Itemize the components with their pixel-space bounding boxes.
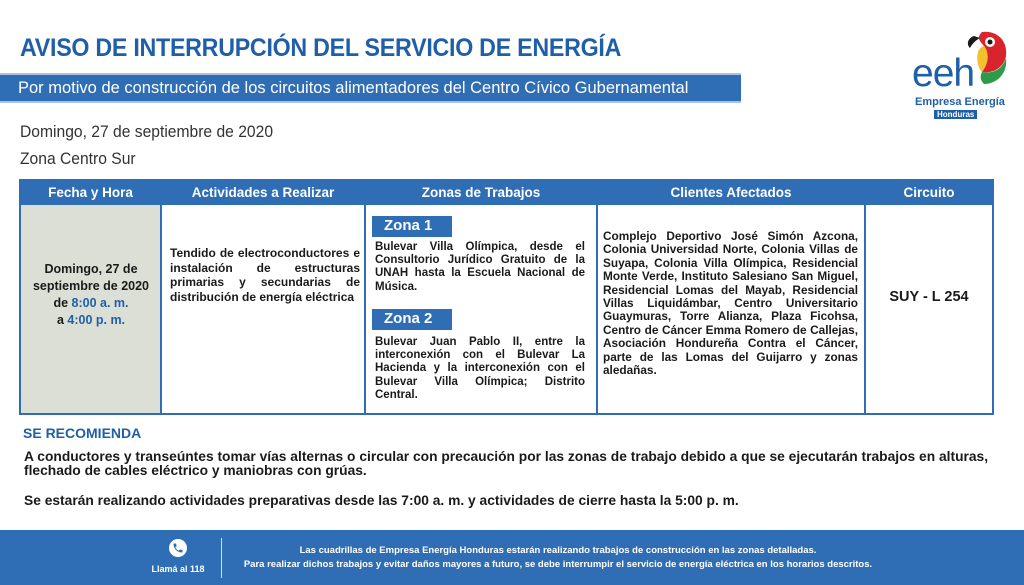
- schedule-table: [19, 179, 994, 415]
- notice-subtitle: Por motivo de construcción de los circuitos alimentadores del Centro Cívico Gubernamental: [18, 79, 689, 97]
- header-actividades: Actividades a Realizar: [191, 185, 335, 200]
- header-circuito: Circuito: [903, 185, 955, 200]
- actividades-text: Tendido de electroconductores e instalación de estructuras primarias y secundarias de distribución de energía eléctrica: [170, 246, 360, 304]
- footer: [0, 530, 1024, 585]
- notice-zone: Zona Centro Sur: [20, 149, 136, 168]
- logo-wordmark: eeh: [912, 52, 975, 95]
- fecha-hora-text: [27, 261, 155, 329]
- column-divider: [364, 205, 366, 413]
- phone-icon: [169, 539, 187, 557]
- table-header: [21, 181, 992, 205]
- fecha-end-line: [27, 312, 155, 329]
- footer-line-1: Las cuadrillas de Empresa Energía Honduras estarán realizando trabajos de construcción en las zonas detalladas.: [299, 545, 817, 556]
- fecha-de: de: [53, 296, 69, 310]
- fecha-start-line: [27, 295, 155, 312]
- notice-date: Domingo, 27 de septiembre de 2020: [20, 122, 274, 141]
- header-zonas: Zonas de Trabajos: [421, 185, 541, 200]
- recommendation-title: SE RECOMIENDA: [23, 425, 142, 441]
- end-time: 4:00 p. m.: [67, 313, 126, 327]
- clientes-text: Complejo Deportivo José Simón Azcona, Colonia Universidad Norte, Colonia Villas de Suyapa, Colonia Villa Olímpica, Residencial Monte Verde, Instituto Salesiano San Miguel, Residencial Lomas del Mayab, Residencial Villas Liquidámbar, Centro Universitario Guaymuras, Torre Alianza, Plaza Ficohsa, Centro de Cáncer Emma Romero de Callejas, Asociación Hondureña Contra el Cáncer, parte de las Lomas del Guijarro y zonas aledañas.: [603, 229, 858, 378]
- column-divider: [160, 205, 162, 413]
- header-clientes: Clientes Afectados: [670, 185, 792, 200]
- fecha-cell: [21, 205, 160, 413]
- footer-line-2: Para realizar dichos trabajos y evitar daños mayores a futuro, se debe interrumpir el servicio de energía eléctrica en los horarios descritos.: [243, 559, 873, 570]
- recommendation-paragraph-2: Se estarán realizando actividades preparativas desde las 7:00 a. m. y actividades de cierre hasta la 5:00 p. m.: [24, 493, 739, 508]
- footer-divider: [221, 538, 222, 578]
- zona-2-text: Bulevar Juan Pablo II, entre la interconexión con el Bulevar La Hacienda y la interconexión con el Bulevar Villa Olímpica; Distrito Central.: [375, 336, 585, 401]
- circuito-text: SUY - L 254: [889, 289, 969, 305]
- phone-label: Llamá al 118: [151, 564, 205, 574]
- column-divider: [864, 205, 866, 413]
- subtitle-bar: [0, 73, 741, 103]
- column-divider: [596, 205, 598, 413]
- fecha-line1: Domingo, 27 de: [44, 262, 138, 276]
- eeh-logo: [912, 28, 1012, 123]
- recommendation-paragraph-1: A conductores y transeúntes tomar vías alternas o circular con precaución por las zonas de trabajo debido a que se ejecutarán trabajos en alturas, flechado de cables eléctrico y maniobras con grúas.: [24, 449, 989, 478]
- fecha-a: a: [56, 313, 64, 327]
- start-time: 8:00 a. m.: [71, 296, 129, 310]
- zona-1-badge: Zona 1: [372, 216, 452, 237]
- fecha-line2: septiembre de 2020: [32, 279, 150, 293]
- logo-company-name: Empresa Energía: [915, 96, 1005, 108]
- zona-2-badge: Zona 2: [372, 309, 452, 330]
- notice-title: AVISO DE INTERRUPCIÓN DEL SERVICIO DE ENERGÍA: [20, 34, 622, 62]
- zona-1-text: Bulevar Villa Olímpica, desde el Consultorio Jurídico Gratuito de la UNAH hasta la Escuela Nacional de Música.: [375, 241, 585, 293]
- logo-country: Honduras: [934, 110, 977, 119]
- header-fecha: Fecha y Hora: [48, 185, 133, 200]
- footer-text: [228, 544, 888, 572]
